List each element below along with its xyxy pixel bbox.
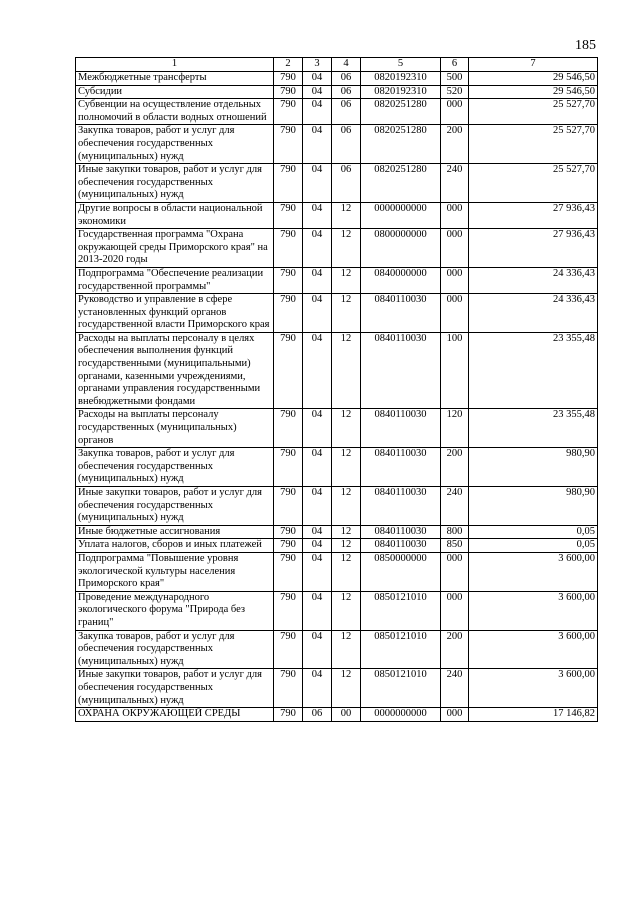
table-row xyxy=(76,630,598,669)
row-section-cell: 04 xyxy=(303,448,332,487)
table-row xyxy=(76,448,598,487)
row-expense-type-cell: 000 xyxy=(441,552,469,591)
row-amount-cell: 980,90 xyxy=(469,487,598,526)
table-row xyxy=(76,72,598,86)
row-amount-cell: 23 355,48 xyxy=(469,409,598,448)
row-name-cell: Иные бюджетные ассигнования xyxy=(76,525,274,539)
table-row xyxy=(76,99,598,125)
row-name-cell: Проведение международного экологического форума "Природа без границ" xyxy=(76,591,274,630)
row-code-cell: 790 xyxy=(274,630,303,669)
row-amount-cell: 24 336,43 xyxy=(469,294,598,333)
row-subsection-cell: 12 xyxy=(332,669,361,708)
table-row xyxy=(76,332,598,409)
table-row xyxy=(76,525,598,539)
row-amount-cell: 3 600,00 xyxy=(469,630,598,669)
column-header: 3 xyxy=(303,58,332,72)
row-target-article-cell: 0840110030 xyxy=(361,487,441,526)
row-expense-type-cell: 240 xyxy=(441,164,469,203)
row-code-cell: 790 xyxy=(274,164,303,203)
row-target-article-cell: 0840110030 xyxy=(361,525,441,539)
row-expense-type-cell: 000 xyxy=(441,591,469,630)
row-name-cell: Иные закупки товаров, работ и услуг для обеспечения государственных (муниципальных) нужд xyxy=(76,487,274,526)
table-row xyxy=(76,202,598,228)
row-subsection-cell: 06 xyxy=(332,164,361,203)
row-code-cell: 790 xyxy=(274,525,303,539)
row-target-article-cell: 0840110030 xyxy=(361,539,441,553)
row-name-cell: Иные закупки товаров, работ и услуг для обеспечения государственных (муниципальных) нужд xyxy=(76,669,274,708)
row-section-cell: 04 xyxy=(303,552,332,591)
row-section-cell: 04 xyxy=(303,525,332,539)
row-section-cell: 04 xyxy=(303,267,332,293)
column-header: 6 xyxy=(441,58,469,72)
row-target-article-cell: 0840110030 xyxy=(361,332,441,409)
row-code-cell: 790 xyxy=(274,539,303,553)
row-target-article-cell: 0850121010 xyxy=(361,630,441,669)
row-section-cell: 04 xyxy=(303,487,332,526)
row-expense-type-cell: 000 xyxy=(441,267,469,293)
row-target-article-cell: 0000000000 xyxy=(361,202,441,228)
row-subsection-cell: 12 xyxy=(332,525,361,539)
row-subsection-cell: 06 xyxy=(332,125,361,164)
column-header: 2 xyxy=(274,58,303,72)
row-subsection-cell: 06 xyxy=(332,72,361,86)
table-row xyxy=(76,164,598,203)
row-subsection-cell: 12 xyxy=(332,332,361,409)
row-expense-type-cell: 500 xyxy=(441,72,469,86)
table-row xyxy=(76,552,598,591)
row-code-cell: 790 xyxy=(274,409,303,448)
row-code-cell: 790 xyxy=(274,332,303,409)
row-amount-cell: 25 527,70 xyxy=(469,125,598,164)
table-row xyxy=(76,487,598,526)
row-section-cell: 04 xyxy=(303,591,332,630)
row-code-cell: 790 xyxy=(274,487,303,526)
row-target-article-cell: 0820192310 xyxy=(361,85,441,99)
row-amount-cell: 24 336,43 xyxy=(469,267,598,293)
row-amount-cell: 27 936,43 xyxy=(469,202,598,228)
row-expense-type-cell: 240 xyxy=(441,669,469,708)
row-amount-cell: 29 546,50 xyxy=(469,85,598,99)
row-section-cell: 06 xyxy=(303,708,332,722)
row-subsection-cell: 00 xyxy=(332,708,361,722)
row-subsection-cell: 06 xyxy=(332,99,361,125)
row-expense-type-cell: 120 xyxy=(441,409,469,448)
row-section-cell: 04 xyxy=(303,229,332,268)
table-row xyxy=(76,539,598,553)
row-amount-cell: 17 146,82 xyxy=(469,708,598,722)
table-row xyxy=(76,85,598,99)
row-target-article-cell: 0840110030 xyxy=(361,294,441,333)
row-expense-type-cell: 240 xyxy=(441,487,469,526)
row-amount-cell: 0,05 xyxy=(469,525,598,539)
table-row xyxy=(76,708,598,722)
row-target-article-cell: 0840110030 xyxy=(361,448,441,487)
row-target-article-cell: 0000000000 xyxy=(361,708,441,722)
row-name-cell: ОХРАНА ОКРУЖАЮЩЕЙ СРЕДЫ xyxy=(76,708,274,722)
row-name-cell: Расходы на выплаты персоналу в целях обеспечения выполнения функций государственными (муниципальными) органами, казенными учреждениями, органами управления государственными внебюджетными фондами xyxy=(76,332,274,409)
row-subsection-cell: 12 xyxy=(332,552,361,591)
row-amount-cell: 0,05 xyxy=(469,539,598,553)
row-amount-cell: 3 600,00 xyxy=(469,591,598,630)
row-code-cell: 790 xyxy=(274,229,303,268)
row-subsection-cell: 12 xyxy=(332,487,361,526)
row-amount-cell: 25 527,70 xyxy=(469,164,598,203)
row-code-cell: 790 xyxy=(274,669,303,708)
row-name-cell: Государственная программа "Охрана окружающей среды Приморского края" на 2013-2020 годы xyxy=(76,229,274,268)
column-header: 4 xyxy=(332,58,361,72)
column-header: 1 xyxy=(76,58,274,72)
row-code-cell: 790 xyxy=(274,708,303,722)
table-row xyxy=(76,591,598,630)
row-section-cell: 04 xyxy=(303,294,332,333)
row-name-cell: Подпрограмма "Повышение уровня экологической культуры населения Приморского края" xyxy=(76,552,274,591)
row-expense-type-cell: 200 xyxy=(441,125,469,164)
row-code-cell: 790 xyxy=(274,85,303,99)
row-subsection-cell: 12 xyxy=(332,591,361,630)
page-number: 185 xyxy=(575,38,596,53)
row-amount-cell: 3 600,00 xyxy=(469,552,598,591)
row-section-cell: 04 xyxy=(303,409,332,448)
row-name-cell: Иные закупки товаров, работ и услуг для обеспечения государственных (муниципальных) нужд xyxy=(76,164,274,203)
row-code-cell: 790 xyxy=(274,202,303,228)
row-name-cell: Субсидии xyxy=(76,85,274,99)
row-name-cell: Расходы на выплаты персоналу государственных (муниципальных) органов xyxy=(76,409,274,448)
row-code-cell: 790 xyxy=(274,72,303,86)
row-subsection-cell: 12 xyxy=(332,267,361,293)
row-section-cell: 04 xyxy=(303,85,332,99)
row-expense-type-cell: 200 xyxy=(441,630,469,669)
row-code-cell: 790 xyxy=(274,448,303,487)
row-target-article-cell: 0850000000 xyxy=(361,552,441,591)
row-expense-type-cell: 800 xyxy=(441,525,469,539)
row-amount-cell: 23 355,48 xyxy=(469,332,598,409)
row-section-cell: 04 xyxy=(303,332,332,409)
row-name-cell: Уплата налогов, сборов и иных платежей xyxy=(76,539,274,553)
row-subsection-cell: 12 xyxy=(332,409,361,448)
row-subsection-cell: 12 xyxy=(332,202,361,228)
row-subsection-cell: 12 xyxy=(332,229,361,268)
row-section-cell: 04 xyxy=(303,72,332,86)
table-row xyxy=(76,669,598,708)
table-row xyxy=(76,267,598,293)
row-amount-cell: 29 546,50 xyxy=(469,72,598,86)
row-code-cell: 790 xyxy=(274,99,303,125)
row-expense-type-cell: 100 xyxy=(441,332,469,409)
row-subsection-cell: 12 xyxy=(332,294,361,333)
row-expense-type-cell: 850 xyxy=(441,539,469,553)
row-section-cell: 04 xyxy=(303,669,332,708)
row-subsection-cell: 06 xyxy=(332,85,361,99)
row-name-cell: Межбюджетные трансферты xyxy=(76,72,274,86)
row-subsection-cell: 12 xyxy=(332,630,361,669)
row-target-article-cell: 0850121010 xyxy=(361,591,441,630)
column-header: 5 xyxy=(361,58,441,72)
row-subsection-cell: 12 xyxy=(332,539,361,553)
row-name-cell: Подпрограмма "Обеспечение реализации государственной программы" xyxy=(76,267,274,293)
row-code-cell: 790 xyxy=(274,267,303,293)
row-target-article-cell: 0820251280 xyxy=(361,125,441,164)
row-expense-type-cell: 000 xyxy=(441,294,469,333)
row-code-cell: 790 xyxy=(274,552,303,591)
row-target-article-cell: 0820251280 xyxy=(361,99,441,125)
row-target-article-cell: 0850121010 xyxy=(361,669,441,708)
row-section-cell: 04 xyxy=(303,539,332,553)
row-name-cell: Закупка товаров, работ и услуг для обеспечения государственных (муниципальных) нужд xyxy=(76,125,274,164)
table-row xyxy=(76,294,598,333)
row-code-cell: 790 xyxy=(274,294,303,333)
row-name-cell: Закупка товаров, работ и услуг для обеспечения государственных (муниципальных) нужд xyxy=(76,448,274,487)
row-expense-type-cell: 520 xyxy=(441,85,469,99)
row-target-article-cell: 0820192310 xyxy=(361,72,441,86)
header-row xyxy=(76,58,598,72)
row-expense-type-cell: 000 xyxy=(441,708,469,722)
row-section-cell: 04 xyxy=(303,164,332,203)
row-code-cell: 790 xyxy=(274,591,303,630)
row-expense-type-cell: 000 xyxy=(441,229,469,268)
row-subsection-cell: 12 xyxy=(332,448,361,487)
row-name-cell: Другие вопросы в области национальной экономики xyxy=(76,202,274,228)
row-target-article-cell: 0840000000 xyxy=(361,267,441,293)
row-amount-cell: 25 527,70 xyxy=(469,99,598,125)
row-name-cell: Закупка товаров, работ и услуг для обеспечения государственных (муниципальных) нужд xyxy=(76,630,274,669)
table-row xyxy=(76,125,598,164)
row-section-cell: 04 xyxy=(303,630,332,669)
row-amount-cell: 3 600,00 xyxy=(469,669,598,708)
row-expense-type-cell: 000 xyxy=(441,202,469,228)
row-name-cell: Руководство и управление в сфере установленных функций органов государственной власти Приморского края xyxy=(76,294,274,333)
column-header: 7 xyxy=(469,58,598,72)
table-row xyxy=(76,229,598,268)
row-code-cell: 790 xyxy=(274,125,303,164)
row-amount-cell: 27 936,43 xyxy=(469,229,598,268)
row-target-article-cell: 0820251280 xyxy=(361,164,441,203)
row-section-cell: 04 xyxy=(303,125,332,164)
row-section-cell: 04 xyxy=(303,202,332,228)
row-expense-type-cell: 000 xyxy=(441,99,469,125)
row-target-article-cell: 0840110030 xyxy=(361,409,441,448)
budget-table xyxy=(75,57,598,722)
row-expense-type-cell: 200 xyxy=(441,448,469,487)
row-name-cell: Субвенции на осуществление отдельных полномочий в области водных отношений xyxy=(76,99,274,125)
row-section-cell: 04 xyxy=(303,99,332,125)
table-row xyxy=(76,409,598,448)
row-amount-cell: 980,90 xyxy=(469,448,598,487)
row-target-article-cell: 0800000000 xyxy=(361,229,441,268)
